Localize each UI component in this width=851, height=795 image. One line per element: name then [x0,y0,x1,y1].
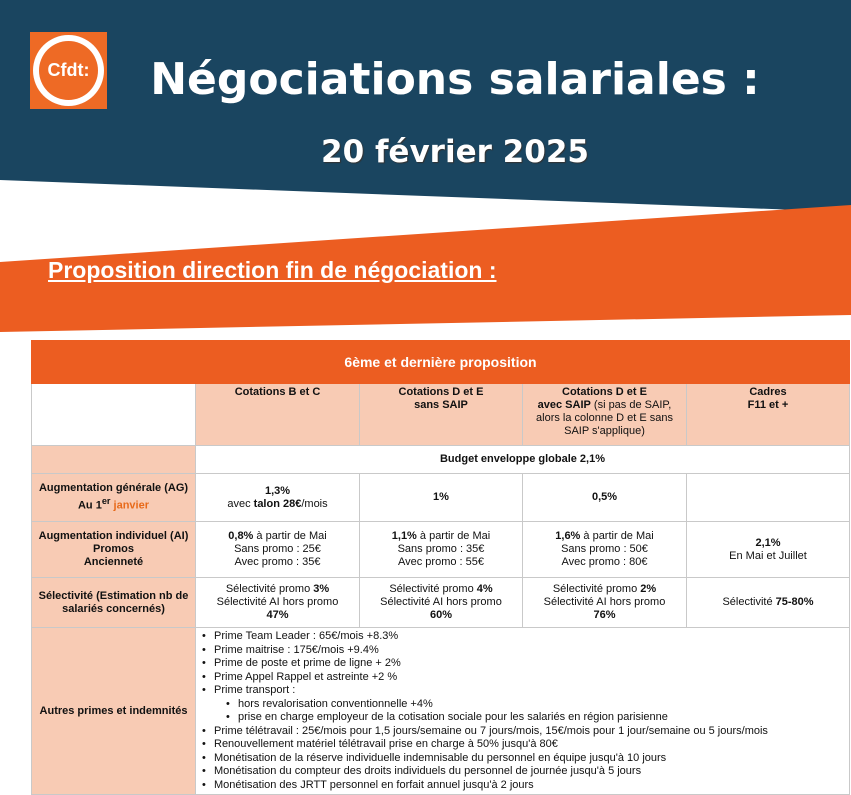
list-item: • Prime maitrise : 175€/mois +9.4% [202,644,843,658]
primes-row [32,628,850,795]
page-date: 20 février 2025 [321,134,589,170]
ai-de-sans-avec: Avec promo : 55€ [397,556,484,568]
ag-cadres [687,474,850,522]
col-header-bc [196,384,360,446]
ai-de-sans [360,522,523,578]
col-header-de-sans [360,384,523,446]
col-header-bc-label: Cotations B et C [234,386,321,398]
ag-label [32,474,196,522]
ai-de-sans-when: à partir de Mai [416,530,491,542]
ai-cadres-when: En Mai et Juillet [729,549,807,562]
list-item: • Prime transport : [202,684,843,698]
ag-label-sup: er [101,496,111,507]
sel-de-sans-ai: Sélectivité AI hors promo [380,596,502,608]
table-heading-row [32,341,850,384]
ag-bc-avec: avec [227,497,254,510]
ai-de-avec-pct: 1,6% [555,530,581,542]
ai-cadres [687,522,850,578]
ai-bc-avec: Avec promo : 35€ [234,556,321,568]
ai-de-avec [523,522,687,578]
ag-label-l1: Augmentation générale (AG) [38,482,189,495]
empty-corner-cell [32,384,196,446]
logo-text: Cfdt: [39,41,98,100]
sel-bc-ai: Sélectivité AI hors promo [216,596,339,608]
list-item: • Prime Appel Rappel et astreinte +2 % [202,671,843,685]
col-header-de-sans-l2: sans SAIP [414,399,468,411]
section-subtitle: Proposition direction fin de négociation : [48,257,497,283]
ai-bc [196,522,360,578]
ag-bc-talon: talon 28€ [253,497,302,510]
ai-label-l2: Promos [93,543,134,555]
ai-de-avec-sans: Sans promo : 50€ [561,543,648,555]
list-item: • Monétisation de la réserve individuelle indemnisable du personnel en équipe jusqu'à 10 jours [202,752,843,766]
primes-list-cell [196,628,850,795]
page-title: Négociations salariales : [150,54,760,105]
sel-bc [196,578,360,628]
ag-bc [196,474,360,522]
sel-de-sans [360,578,523,628]
sel-cadres-pct: 75-80% [775,596,814,608]
col-header-cadres [687,384,850,446]
list-subitem: • hors revalorisation conventionnelle +4% [202,698,843,712]
ai-label-l1: Augmentation individuel (AI) [38,530,189,542]
banner-shapes [0,0,851,340]
ag-label-au: Au 1 [77,499,102,512]
primes-label: Autres primes et indemnités [32,628,196,795]
sel-de-sans-promo: Sélectivité promo [389,583,477,595]
header-banner [0,0,851,340]
table-heading: 6ème et dernière proposition [32,341,850,384]
col-header-cadres-l2: F11 et + [747,399,789,411]
list-item: • Prime de poste et prime de ligne + 2% [202,657,843,671]
sel-de-avec-ai: Sélectivité AI hors promo [543,596,666,608]
sel-de-sans-ai-pct: 60% [429,609,453,621]
sel-de-avec [523,578,687,628]
budget-label-cell [32,446,196,474]
col-header-de-avec-l2: avec SAIP [537,399,591,411]
list-item: • Prime télétravail : 25€/mois pour 1,5 jours/semaine ou 7 jours/mois, 15€/mois pour 1 jour/semaine ou 5 jours/mois [202,725,843,739]
ag-row [32,474,850,522]
col-header-cadres-l1: Cadres [749,386,787,398]
col-header-de-sans-l1: Cotations D et E [398,386,484,398]
col-header-de-avec [523,384,687,446]
ai-de-sans-sans: Sans promo : 35€ [397,543,485,555]
sel-bc-ai-pct: 47% [266,609,289,621]
ai-de-sans-pct: 1,1% [391,530,417,542]
sel-de-avec-ai-pct: 76% [593,609,616,621]
col-header-de-avec-note: (si pas de SAIP, alors la colonne D et E sans SAIP s'applique) [536,399,673,437]
primes-list [202,630,843,792]
sel-de-sans-promo-pct: 4% [476,583,493,595]
list-item: • Prime Team Leader : 65€/mois +8.3% [202,630,843,644]
ag-bc-mois: /mois [301,497,328,510]
col-header-de-avec-l1: Cotations D et E [562,386,647,398]
ai-bc-sans: Sans promo : 25€ [234,543,321,555]
sel-bc-promo-pct: 3% [313,583,330,595]
sel-label: Sélectivité (Estimation nb de salariés concernés) [32,578,196,628]
ag-label-janvier: janvier [110,499,150,512]
proposition-table [31,340,850,795]
list-item: • Monétisation du compteur des droits individuels du personnel de journée jusqu'à 5 jours [202,765,843,779]
sel-bc-promo: Sélectivité promo [225,583,314,595]
ai-row [32,522,850,578]
selectivite-row [32,578,850,628]
ai-label [32,522,196,578]
ag-de-avec: 0,5% [523,474,687,522]
navy-band [0,0,851,212]
cfdt-logo [30,32,107,109]
ai-de-avec-avec: Avec promo : 80€ [561,556,648,568]
column-header-row [32,384,850,446]
list-item: • Monétisation des JRTT personnel en forfait annuel jusqu'à 2 jours [202,779,843,793]
ai-cadres-pct: 2,1% [755,536,781,549]
ag-de-sans: 1% [360,474,523,522]
ai-de-avec-when: à partir de Mai [580,530,654,542]
budget-row [32,446,850,474]
logo-ring [33,35,104,106]
ai-label-l3: Ancienneté [83,556,144,568]
sel-cadres [687,578,850,628]
list-item: • Renouvellement matériel télétravail prise en charge à 50% jusqu'à 80€ [202,738,843,752]
ag-bc-pct: 1,3% [264,484,291,497]
list-subitem: • prise en charge employeur de la cotisation sociale pour les salariés en région parisienne [202,711,843,725]
budget-value: Budget enveloppe globale 2,1% [196,446,850,474]
sel-de-avec-promo: Sélectivité promo [552,583,641,595]
ai-bc-pct: 0,8% [228,530,254,542]
sel-de-avec-promo-pct: 2% [640,583,657,595]
sel-cadres-label: Sélectivité [722,596,776,608]
ai-bc-when: à partir de Mai [253,530,327,542]
